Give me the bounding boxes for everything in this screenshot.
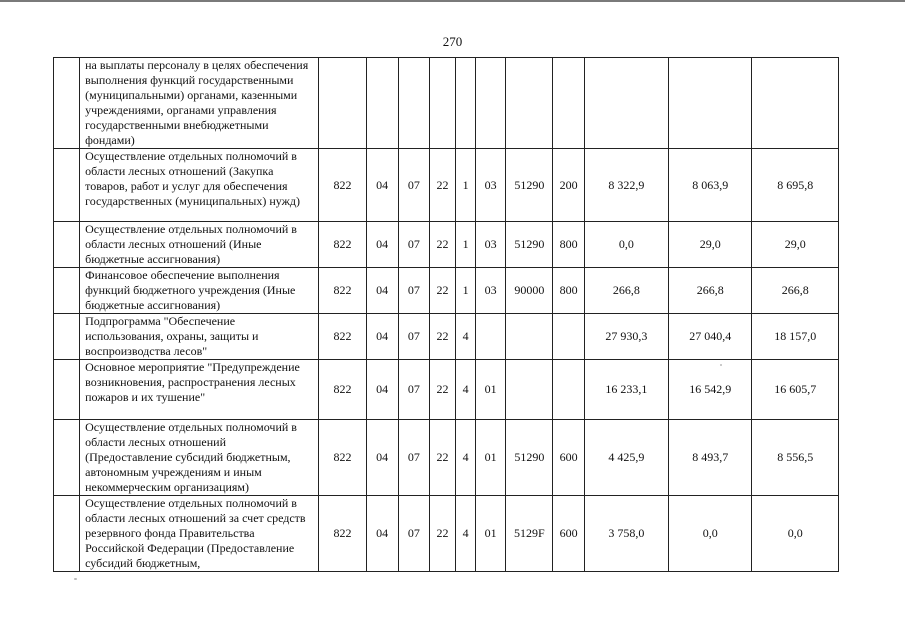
section-code-cell: 04 xyxy=(366,360,398,420)
ved-code-cell: 822 xyxy=(319,496,366,572)
ved-code-cell: 822 xyxy=(319,222,366,268)
amount-year3-cell: 18 157,0 xyxy=(752,314,839,360)
amount-year3-cell: 16 605,7 xyxy=(752,360,839,420)
expense-type-cell: 800 xyxy=(553,222,584,268)
section-code-cell xyxy=(366,58,398,149)
activity-code-cell: 03 xyxy=(476,149,506,222)
amount-year2-cell: 8 493,7 xyxy=(669,420,752,496)
subsection-code-cell xyxy=(398,58,429,149)
row-number-cell xyxy=(54,58,80,149)
expense-type-cell: 200 xyxy=(553,149,584,222)
table-row xyxy=(54,496,839,572)
direction-code-cell: 51290 xyxy=(506,222,553,268)
subprogram-code-cell: 4 xyxy=(456,314,476,360)
amount-year2-cell: 8 063,9 xyxy=(669,149,752,222)
table-row xyxy=(54,268,839,314)
activity-code-cell: 01 xyxy=(476,360,506,420)
ved-code-cell: 822 xyxy=(319,268,366,314)
expense-type-cell xyxy=(553,58,584,149)
description-cell: Осуществление отдельных полномочий в области лесных отношений (Иные бюджетные ассигнования) xyxy=(80,222,319,268)
amount-year1-cell: 27 930,3 xyxy=(584,314,668,360)
section-code-cell: 04 xyxy=(366,222,398,268)
ved-code-cell: 822 xyxy=(319,149,366,222)
expense-type-cell xyxy=(553,314,584,360)
ved-code-cell xyxy=(319,58,366,149)
subsection-code-cell: 07 xyxy=(398,222,429,268)
program-code-cell: 22 xyxy=(429,268,455,314)
description-cell: Осуществление отдельных полномочий в области лесных отношений (Предоставление субсидий бюджетным, автономным учреждениям и иным некоммерческим организациям) xyxy=(80,420,319,496)
description-cell: Подпрограмма "Обеспечение использования, охраны, защиты и воспроизводства лесов" xyxy=(80,314,319,360)
row-number-cell xyxy=(54,496,80,572)
activity-code-cell: 01 xyxy=(476,496,506,572)
description-cell: Осуществление отдельных полномочий в области лесных отношений (Закупка товаров, работ и услуг для обеспечения государственных (муниципальных) нужд) xyxy=(80,149,319,222)
activity-code-cell: 03 xyxy=(476,222,506,268)
description-cell: Основное мероприятие "Предупреждение возникновения, распространения лесных пожаров и их тушение" xyxy=(80,360,319,420)
activity-code-cell xyxy=(476,58,506,149)
row-number-cell xyxy=(54,268,80,314)
page-number: 270 xyxy=(442,34,463,49)
subsection-code-cell: 07 xyxy=(398,496,429,572)
expense-type-cell: 800 xyxy=(553,268,584,314)
scan-speck xyxy=(720,364,722,366)
ved-code-cell: 822 xyxy=(319,360,366,420)
amount-year2-cell: 27 040,4 xyxy=(669,314,752,360)
row-number-cell xyxy=(54,360,80,420)
row-number-cell xyxy=(54,314,80,360)
row-number-cell xyxy=(54,222,80,268)
direction-code-cell: 90000 xyxy=(506,268,553,314)
subprogram-code-cell: 1 xyxy=(456,268,476,314)
activity-code-cell xyxy=(476,314,506,360)
amount-year3-cell: 8 556,5 xyxy=(752,420,839,496)
subsection-code-cell: 07 xyxy=(398,360,429,420)
direction-code-cell: 5129F xyxy=(506,496,553,572)
scan-speck xyxy=(74,578,77,580)
table-row xyxy=(54,222,839,268)
description-cell: Осуществление отдельных полномочий в области лесных отношений за счет средств резервного фонда Правительства Российской Федерации (Предоставление субсидий бюджетным, xyxy=(80,496,319,572)
activity-code-cell: 03 xyxy=(476,268,506,314)
direction-code-cell xyxy=(506,58,553,149)
amount-year2-cell: 16 542,9 xyxy=(669,360,752,420)
amount-year2-cell xyxy=(669,58,752,149)
amount-year3-cell: 29,0 xyxy=(752,222,839,268)
subprogram-code-cell: 4 xyxy=(456,496,476,572)
amount-year1-cell: 16 233,1 xyxy=(584,360,668,420)
row-number-cell xyxy=(54,149,80,222)
amount-year1-cell: 0,0 xyxy=(584,222,668,268)
direction-code-cell xyxy=(506,360,553,420)
section-code-cell: 04 xyxy=(366,268,398,314)
subprogram-code-cell: 1 xyxy=(456,149,476,222)
amount-year3-cell: 0,0 xyxy=(752,496,839,572)
amount-year3-cell: 8 695,8 xyxy=(752,149,839,222)
amount-year1-cell: 8 322,9 xyxy=(584,149,668,222)
table-row xyxy=(54,314,839,360)
expense-type-cell: 600 xyxy=(553,496,584,572)
table-row xyxy=(54,420,839,496)
subsection-code-cell: 07 xyxy=(398,314,429,360)
program-code-cell xyxy=(429,58,455,149)
subprogram-code-cell: 4 xyxy=(456,420,476,496)
expense-type-cell: 600 xyxy=(553,420,584,496)
amount-year2-cell: 266,8 xyxy=(669,268,752,314)
ved-code-cell: 822 xyxy=(319,314,366,360)
expense-type-cell xyxy=(553,360,584,420)
row-number-cell xyxy=(54,420,80,496)
direction-code-cell: 51290 xyxy=(506,149,553,222)
amount-year3-cell xyxy=(752,58,839,149)
activity-code-cell: 01 xyxy=(476,420,506,496)
section-code-cell: 04 xyxy=(366,496,398,572)
table-row xyxy=(54,360,839,420)
table-row xyxy=(54,149,839,222)
amount-year1-cell xyxy=(584,58,668,149)
scan-top-edge xyxy=(0,0,905,2)
ved-code-cell: 822 xyxy=(319,420,366,496)
subprogram-code-cell xyxy=(456,58,476,149)
section-code-cell: 04 xyxy=(366,314,398,360)
section-code-cell: 04 xyxy=(366,420,398,496)
amount-year1-cell: 3 758,0 xyxy=(584,496,668,572)
subsection-code-cell: 07 xyxy=(398,420,429,496)
program-code-cell: 22 xyxy=(429,360,455,420)
program-code-cell: 22 xyxy=(429,149,455,222)
subsection-code-cell: 07 xyxy=(398,268,429,314)
subprogram-code-cell: 1 xyxy=(456,222,476,268)
program-code-cell: 22 xyxy=(429,222,455,268)
description-cell: Финансовое обеспечение выполнения функций бюджетного учреждения (Иные бюджетные ассигнования) xyxy=(80,268,319,314)
amount-year2-cell: 0,0 xyxy=(669,496,752,572)
budget-table xyxy=(53,57,839,572)
amount-year1-cell: 4 425,9 xyxy=(584,420,668,496)
amount-year3-cell: 266,8 xyxy=(752,268,839,314)
amount-year2-cell: 29,0 xyxy=(669,222,752,268)
subsection-code-cell: 07 xyxy=(398,149,429,222)
table-row xyxy=(54,58,839,149)
direction-code-cell xyxy=(506,314,553,360)
amount-year1-cell: 266,8 xyxy=(584,268,668,314)
direction-code-cell: 51290 xyxy=(506,420,553,496)
program-code-cell: 22 xyxy=(429,420,455,496)
description-cell: на выплаты персоналу в целях обеспечения выполнения функций государственными (муниципальными) органами, казенными учреждениями, органами управления государственными внебюджетными фондами) xyxy=(80,58,319,149)
program-code-cell: 22 xyxy=(429,314,455,360)
subprogram-code-cell: 4 xyxy=(456,360,476,420)
section-code-cell: 04 xyxy=(366,149,398,222)
program-code-cell: 22 xyxy=(429,496,455,572)
